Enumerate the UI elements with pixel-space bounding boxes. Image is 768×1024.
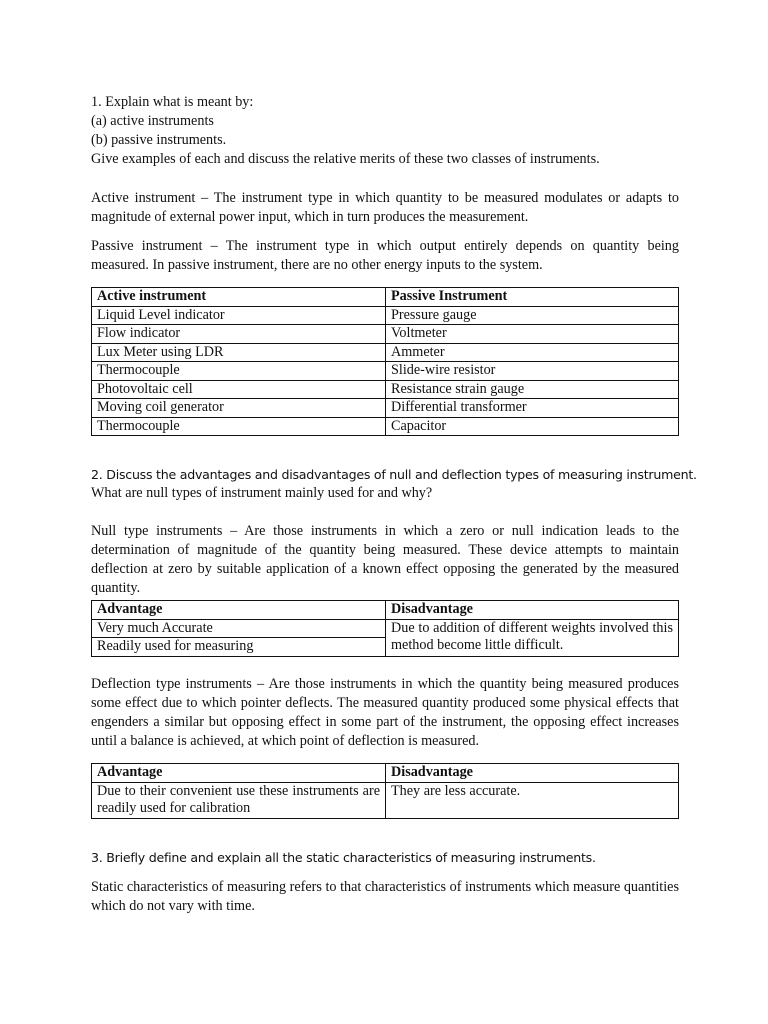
table-row [92, 306, 679, 325]
advantage-cell: Very much Accurate [92, 619, 386, 638]
table-row [92, 343, 679, 362]
active-instrument-definition: Active instrument – The instrument type in which quantity to be measured modulates or adapts to magnitude of external power input, which in turn produces the measurement. [91, 190, 679, 225]
instrument-examples-table [91, 287, 679, 436]
q1-instruction: Give examples of each and discuss the relative merits of these two classes of instruments. [91, 151, 600, 167]
deflection-type-table [91, 763, 679, 819]
advantage-cell: Due to their convenient use these instruments are readily used for calibration [92, 782, 386, 818]
table-header-row [92, 601, 679, 620]
passive-example: Differential transformer [386, 399, 679, 418]
table-header-row [92, 764, 679, 783]
column-header-active: Active instrument [92, 288, 386, 307]
advantage-cell: Readily used for measuring [92, 638, 386, 657]
column-header-disadvantage: Disadvantage [386, 601, 679, 620]
table-row [92, 782, 679, 818]
q2-subquestion: What are null types of instrument mainly used for and why? [91, 485, 433, 501]
q3-heading: 3. Briefly define and explain all the static characteristics of measuring instruments. [91, 850, 596, 865]
passive-example: Capacitor [386, 417, 679, 436]
table-row [92, 619, 679, 638]
static-characteristics-definition: Static characteristics of measuring refers to that characteristics of instruments which measure quantities which do not vary with time. [91, 879, 679, 914]
q1-heading: 1. Explain what is meant by: [91, 94, 254, 110]
passive-example: Voltmeter [386, 325, 679, 344]
active-example: Moving coil generator [92, 399, 386, 418]
active-example: Flow indicator [92, 325, 386, 344]
null-type-table [91, 600, 679, 657]
passive-example: Resistance strain gauge [386, 380, 679, 399]
table-row [92, 362, 679, 381]
q1-item-b: (b) passive instruments. [91, 132, 227, 148]
table-row [92, 399, 679, 418]
q1-item-a: (a) active instruments [91, 113, 214, 129]
active-example: Photovoltaic cell [92, 380, 386, 399]
column-header-disadvantage: Disadvantage [386, 764, 679, 783]
passive-example: Pressure gauge [386, 306, 679, 325]
column-header-passive: Passive Instrument [386, 288, 679, 307]
table-header-row [92, 288, 679, 307]
passive-instrument-definition: Passive instrument – The instrument type in which output entirely depends on quantity being measured. In passive instrument, there are no other energy inputs to the system. [91, 238, 679, 273]
active-example: Thermocouple [92, 362, 386, 381]
disadvantage-cell: They are less accurate. [386, 782, 679, 818]
table-row [92, 325, 679, 344]
disadvantage-cell: Due to addition of different weights involved this method become little difficult. [386, 619, 679, 656]
active-example: Lux Meter using LDR [92, 343, 386, 362]
passive-example: Slide-wire resistor [386, 362, 679, 381]
passive-example: Ammeter [386, 343, 679, 362]
table-row [92, 380, 679, 399]
column-header-advantage: Advantage [92, 764, 386, 783]
q2-heading: 2. Discuss the advantages and disadvantages of null and deflection types of measuring instrument. [91, 467, 697, 482]
active-example: Liquid Level indicator [92, 306, 386, 325]
table-row [92, 417, 679, 436]
active-example: Thermocouple [92, 417, 386, 436]
column-header-advantage: Advantage [92, 601, 386, 620]
null-type-definition: Null type instruments – Are those instruments in which a zero or null indication leads to the determination of magnitude of the quantity being measured. These device attempts to maintain deflection at zero by suitable application of a known effect opposing the generated by the measured quantity. [91, 523, 679, 596]
deflection-type-definition: Deflection type instruments – Are those instruments in which the quantity being measured produces some effect due to which pointer deflects. The measured quantity produced some physical effects that engenders a similar but opposing effect in some part of the instrument, the opposing effect increases until a balance is achieved, at which point of deflection is measured. [91, 676, 679, 749]
